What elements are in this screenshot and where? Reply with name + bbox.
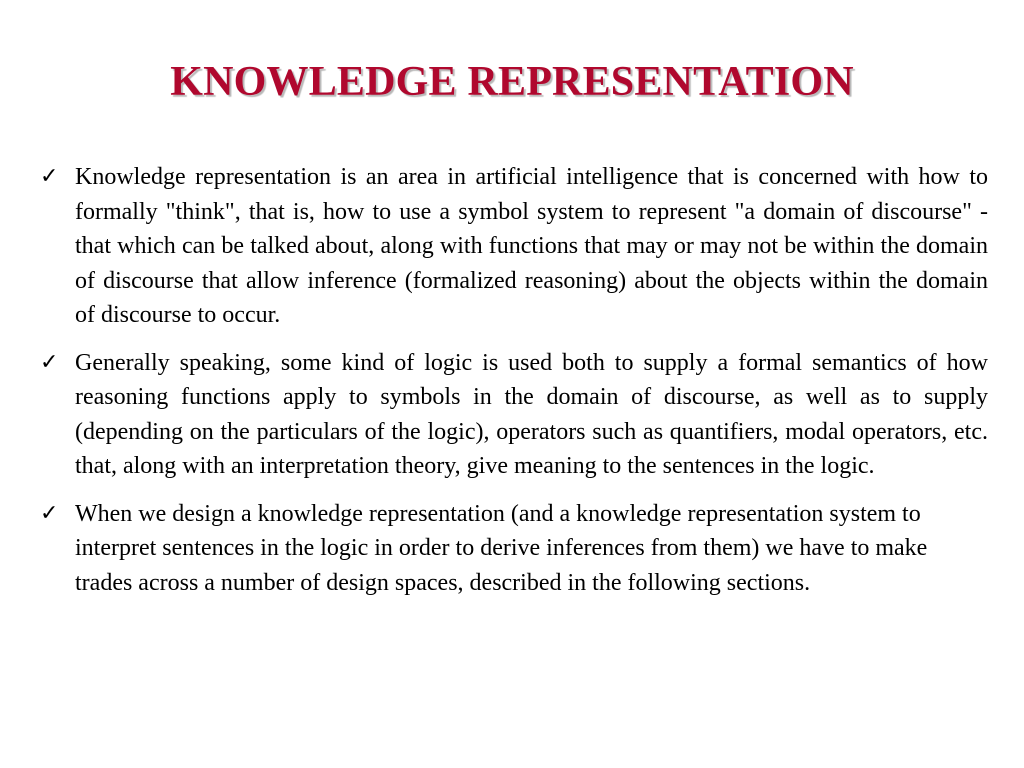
check-mark-icon: ✓: [40, 349, 59, 375]
bullet-text: When we design a knowledge representation (and a knowledge representation system to interpret sentences in the logic in order to derive inferences from them) we have to make trades across a number of design spaces, described in the following sections.: [75, 500, 928, 596]
bullet-text: Generally speaking, some kind of logic is used both to supply a formal semantics of how reasoning functions apply to symbols in the domain of discourse, as well as to supply (depending on the particulars of the logic), operators such as quantifiers, modal operators, etc. that, along with an interpretation theory, give meaning to the sentences in the logic.: [75, 349, 988, 479]
bullet-item: [34, 497, 988, 601]
check-mark-icon: ✓: [40, 500, 59, 526]
check-mark-icon: ✓: [40, 164, 59, 189]
bullet-text: Knowledge representation is an area in artificial intelligence that is concerned with how to formally "think", that is, how to use a symbol system to represent "a domain of discourse" - that which can be talked about, along with functions that may or may not be within the domain of discourse that allow inference (formalized reasoning) about the objects within the domain of discourse to occur.: [75, 164, 988, 328]
bullet-item: [34, 346, 988, 484]
bullet-item: [34, 160, 988, 333]
bullet-list: [34, 160, 988, 613]
slide-title: KNOWLEDGE REPRESENTATION: [170, 59, 854, 105]
